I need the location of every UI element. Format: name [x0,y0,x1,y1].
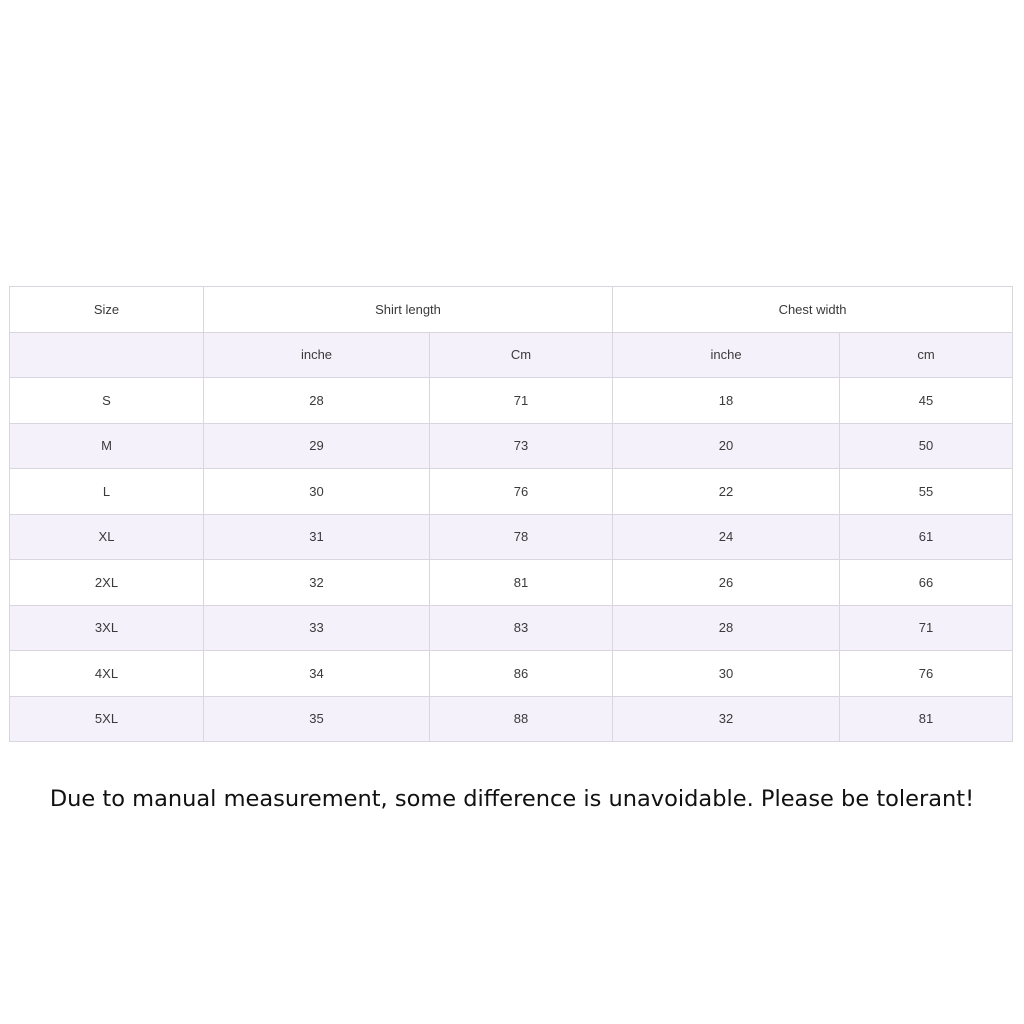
table-row [10,605,1013,651]
cell-size: L [10,469,204,515]
size-chart-table [9,286,1013,742]
cell-size: M [10,423,204,469]
cell-size: 5XL [10,696,204,742]
unit-shirt-length-cm: Cm [430,332,613,378]
cell-shirt-length-inch: 30 [204,469,430,515]
cell-chest-width-inch: 18 [613,378,840,424]
table-unit-row [10,332,1013,378]
table-row [10,423,1013,469]
cell-chest-width-cm: 81 [840,696,1013,742]
cell-shirt-length-cm: 76 [430,469,613,515]
cell-chest-width-cm: 71 [840,605,1013,651]
header-chest-width: Chest width [613,287,1013,333]
cell-shirt-length-inch: 28 [204,378,430,424]
table-row [10,469,1013,515]
cell-size: S [10,378,204,424]
cell-size: XL [10,514,204,560]
table-row [10,378,1013,424]
table-row [10,514,1013,560]
cell-shirt-length-cm: 83 [430,605,613,651]
unit-shirt-length-inch: inche [204,332,430,378]
cell-shirt-length-inch: 29 [204,423,430,469]
header-size: Size [10,287,204,333]
cell-chest-width-inch: 28 [613,605,840,651]
cell-shirt-length-cm: 78 [430,514,613,560]
cell-chest-width-cm: 76 [840,651,1013,697]
unit-chest-width-cm: cm [840,332,1013,378]
measurement-note: Due to manual measurement, some difference is unavoidable. Please be tolerant! [49,786,975,812]
header-shirt-length: Shirt length [204,287,613,333]
cell-chest-width-inch: 22 [613,469,840,515]
cell-chest-width-cm: 50 [840,423,1013,469]
cell-shirt-length-inch: 31 [204,514,430,560]
cell-shirt-length-cm: 86 [430,651,613,697]
cell-shirt-length-inch: 33 [204,605,430,651]
cell-size: 2XL [10,560,204,606]
unit-chest-width-inch: inche [613,332,840,378]
cell-chest-width-inch: 24 [613,514,840,560]
cell-chest-width-inch: 26 [613,560,840,606]
cell-chest-width-cm: 55 [840,469,1013,515]
cell-shirt-length-cm: 88 [430,696,613,742]
cell-shirt-length-inch: 34 [204,651,430,697]
cell-chest-width-cm: 61 [840,514,1013,560]
cell-shirt-length-inch: 32 [204,560,430,606]
cell-size: 3XL [10,605,204,651]
cell-size: 4XL [10,651,204,697]
cell-chest-width-inch: 20 [613,423,840,469]
cell-chest-width-inch: 32 [613,696,840,742]
cell-chest-width-cm: 45 [840,378,1013,424]
unit-size-empty [10,332,204,378]
cell-chest-width-cm: 66 [840,560,1013,606]
table-header-row [10,287,1013,333]
table-row [10,696,1013,742]
cell-shirt-length-cm: 73 [430,423,613,469]
table-row [10,651,1013,697]
table-row [10,560,1013,606]
cell-shirt-length-cm: 81 [430,560,613,606]
cell-shirt-length-inch: 35 [204,696,430,742]
cell-chest-width-inch: 30 [613,651,840,697]
cell-shirt-length-cm: 71 [430,378,613,424]
